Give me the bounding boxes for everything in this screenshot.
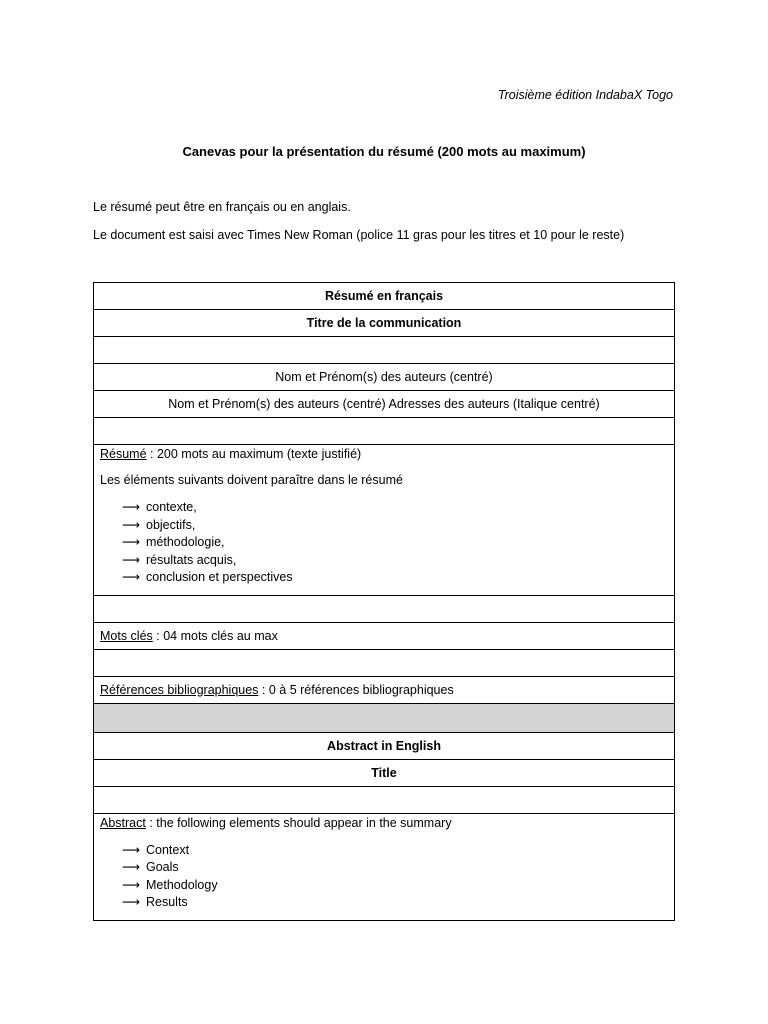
abstract-label: Abstract: [100, 815, 146, 830]
abstract-template-table: [93, 282, 675, 921]
resume-label: Résumé: [100, 447, 147, 461]
arrow-icon: ⟶: [122, 552, 140, 567]
abstract-text: : the following elements should appear in the summary: [145, 815, 452, 830]
list-item: ⟶ résultats acquis,: [122, 552, 668, 570]
french-elements-list: [100, 499, 668, 587]
elements-intro: Les éléments suivants doivent paraître dans le résumé: [100, 473, 403, 487]
communication-title-row: Titre de la communication: [94, 310, 675, 337]
french-summary-header: Résumé en français: [94, 283, 675, 310]
arrow-icon: ⟶: [122, 517, 140, 532]
abstract-instruction: [100, 816, 668, 830]
empty-row: [94, 649, 675, 676]
authors-addresses-row: Nom et Prénom(s) des auteurs (centré) Adresses des auteurs (Italique centré): [94, 391, 675, 418]
arrow-icon: ⟶: [122, 535, 140, 549]
edition-header: Troisième édition IndabaX Togo: [497, 88, 673, 102]
empty-row: [94, 418, 675, 445]
list-item: ⟶ méthodologie,: [122, 534, 668, 552]
arrow-icon: ⟶: [122, 842, 140, 857]
english-title-row: Title: [94, 759, 675, 786]
list-item: ⟶ Methodology: [122, 877, 668, 895]
arrow-icon: ⟶: [122, 500, 140, 514]
list-item: ⟶ Results: [122, 894, 668, 912]
list-item: ⟶ Goals: [122, 859, 668, 877]
grey-separator-row: [94, 703, 675, 732]
keywords-text: : 04 mots clés au max: [152, 628, 278, 643]
keywords-row: [94, 622, 675, 649]
arrow-icon: ⟶: [122, 860, 140, 874]
resume-block: [94, 445, 675, 596]
abstract-block: [94, 813, 675, 920]
references-label: Références bibliographiques: [100, 682, 259, 697]
keywords-label: Mots clés: [100, 628, 153, 643]
english-abstract-header: Abstract in English: [94, 732, 675, 759]
empty-row: [94, 786, 675, 813]
resume-text: : 200 mots au maximum (texte justifié): [146, 447, 362, 461]
list-item: ⟶ contexte,: [122, 499, 668, 517]
list-item: ⟶ Context: [122, 842, 668, 860]
empty-row: [94, 337, 675, 364]
intro-line-font: Le document est saisi avec Times New Roman (police 11 gras pour les titres et 10 pour le reste): [93, 228, 625, 242]
document-title: Canevas pour la présentation du résumé (200 mots au maximum): [182, 144, 586, 159]
arrow-icon: ⟶: [122, 877, 140, 892]
references-text: : 0 à 5 références bibliographiques: [258, 682, 454, 697]
references-row: [94, 676, 675, 703]
list-item: ⟶ conclusion et perspectives: [122, 569, 668, 587]
resume-instruction: [100, 447, 668, 461]
empty-row: [94, 595, 675, 622]
authors-row: Nom et Prénom(s) des auteurs (centré): [94, 364, 675, 391]
english-elements-list: [100, 842, 668, 912]
arrow-icon: ⟶: [122, 570, 140, 584]
list-item: ⟶ objectifs,: [122, 517, 668, 535]
arrow-icon: ⟶: [122, 895, 140, 909]
intro-line-language: Le résumé peut être en français ou en anglais.: [93, 200, 351, 214]
